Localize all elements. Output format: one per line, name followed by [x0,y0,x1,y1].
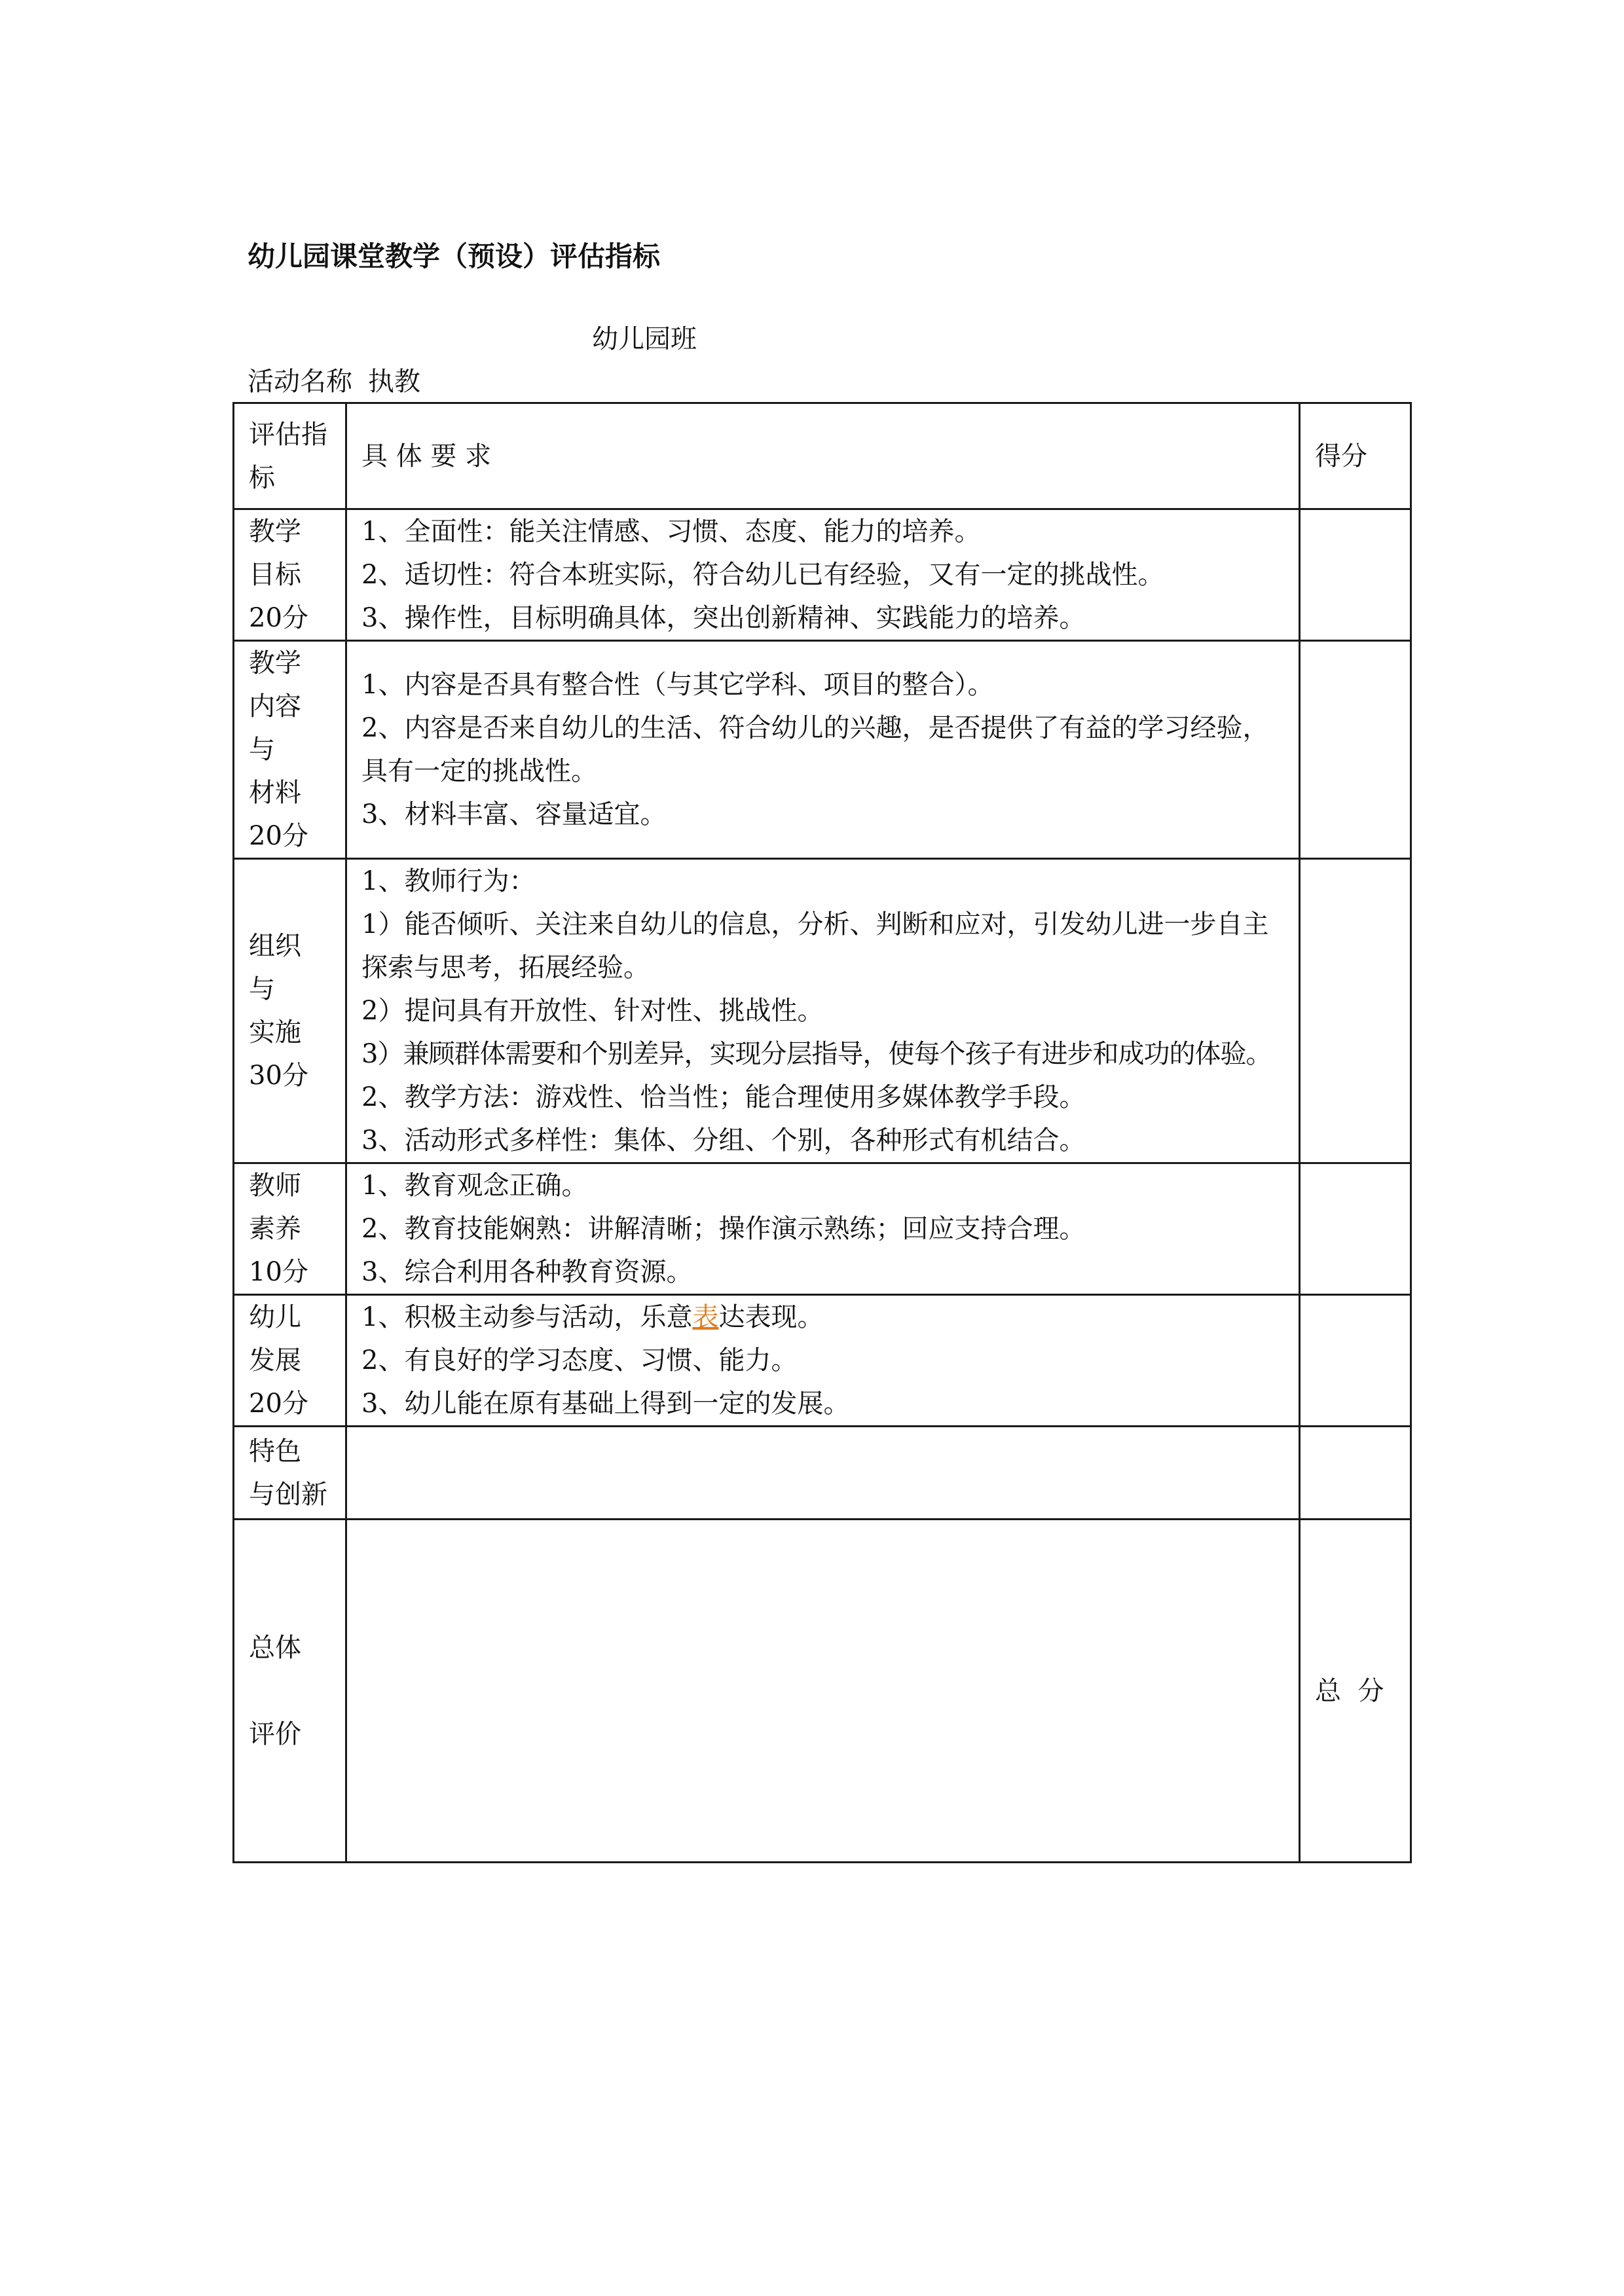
score-input-cell[interactable] [1300,509,1411,641]
requirements-cell: 1、全面性：能关注情感、习惯、态度、能力的培养。 2、适切性：符合本班实际，符合幼儿已有经验，又有一定的挑战性。 3、操作性，目标明确具体，突出创新精神、实践能力的培养。 [346,509,1300,641]
activity-teacher-line [248,363,420,400]
header-requirements: 具 体 要 求 [346,403,1300,509]
criterion-cell: 教学 内容 与 材料 20分 [234,641,346,859]
table-row-organization [234,859,1411,1163]
header-score: 得分 [1300,403,1411,509]
total-score-label: 总 分 [1315,1675,1384,1706]
requirement-item-with-highlight: 1、积极主动参与活动，乐意表达表现。 [361,1302,824,1332]
criterion-cell: 总体 评价 [234,1520,346,1863]
table-row-child-development [234,1295,1411,1427]
criterion-cell: 教学 目标 20分 [234,509,346,641]
criterion-cell: 特色 与创新 [234,1427,346,1520]
table-row-teacher-quality [234,1163,1411,1295]
total-score-cell[interactable] [1300,1520,1411,1863]
table-row-teaching-goals [234,509,1411,641]
criterion-cell: 组织 与 实施 30分 [234,859,346,1163]
score-input-cell[interactable] [1300,641,1411,859]
requirements-cell[interactable] [346,1427,1300,1520]
header-criterion: 评估指 标 [234,403,346,509]
score-input-cell[interactable] [1300,859,1411,1163]
requirements-cell: 1、积极主动参与活动，乐意表达表现。 2、有良好的学习态度、习惯、能力。 3、幼儿能在原有基础上得到一定的发展。 [346,1295,1300,1427]
criterion-cell: 幼儿 发展 20分 [234,1295,346,1427]
requirements-cell: 1、内容是否具有整合性（与其它学科、项目的整合）。 2、内容是否来自幼儿的生活、符合幼儿的兴趣，是否提供了有益的学习经验，具有一定的挑战性。 3、材料丰富、容量适宜。 [346,641,1300,859]
table-row-content-materials [234,641,1411,859]
score-input-cell[interactable] [1300,1295,1411,1427]
table-row-overall [234,1520,1411,1863]
score-input-cell[interactable] [1300,1427,1411,1520]
class-line: 幼儿园班 [592,324,697,354]
criterion-cell: 教师 素养 10分 [234,1163,346,1295]
requirements-cell: 1、教育观念正确。 2、教育技能娴熟：讲解清晰；操作演示熟练；回应支持合理。 3、综合利用各种教育资源。 [346,1163,1300,1295]
overall-comment-cell[interactable] [346,1520,1300,1863]
activity-name-label: 活动名称 [248,367,352,397]
evaluation-table [232,402,1412,1863]
teacher-label: 执教 [368,367,420,397]
page-title: 幼儿园课堂教学（预设）评估指标 [248,240,661,272]
score-input-cell[interactable] [1300,1163,1411,1295]
highlighted-char: 表 [692,1302,719,1332]
table-header-row [234,403,1411,509]
requirements-cell: 1、教师行为： 1）能否倾听、关注来自幼儿的信息，分析、判断和应对，引发幼儿进一步自主探索与思考，拓展经验。 2）提问具有开放性、针对性、挑战性。 3）兼顾群体需要和个别差异，实现分层指导，使每个孩子有进步和成功的体验。 2、教学方法：游戏性、恰当性；能合理使用多媒体教学手段。 3、活动形式多样性：集体、分组、个别，各种形式有机结合。 [346,859,1300,1163]
table-row-innovation [234,1427,1411,1520]
